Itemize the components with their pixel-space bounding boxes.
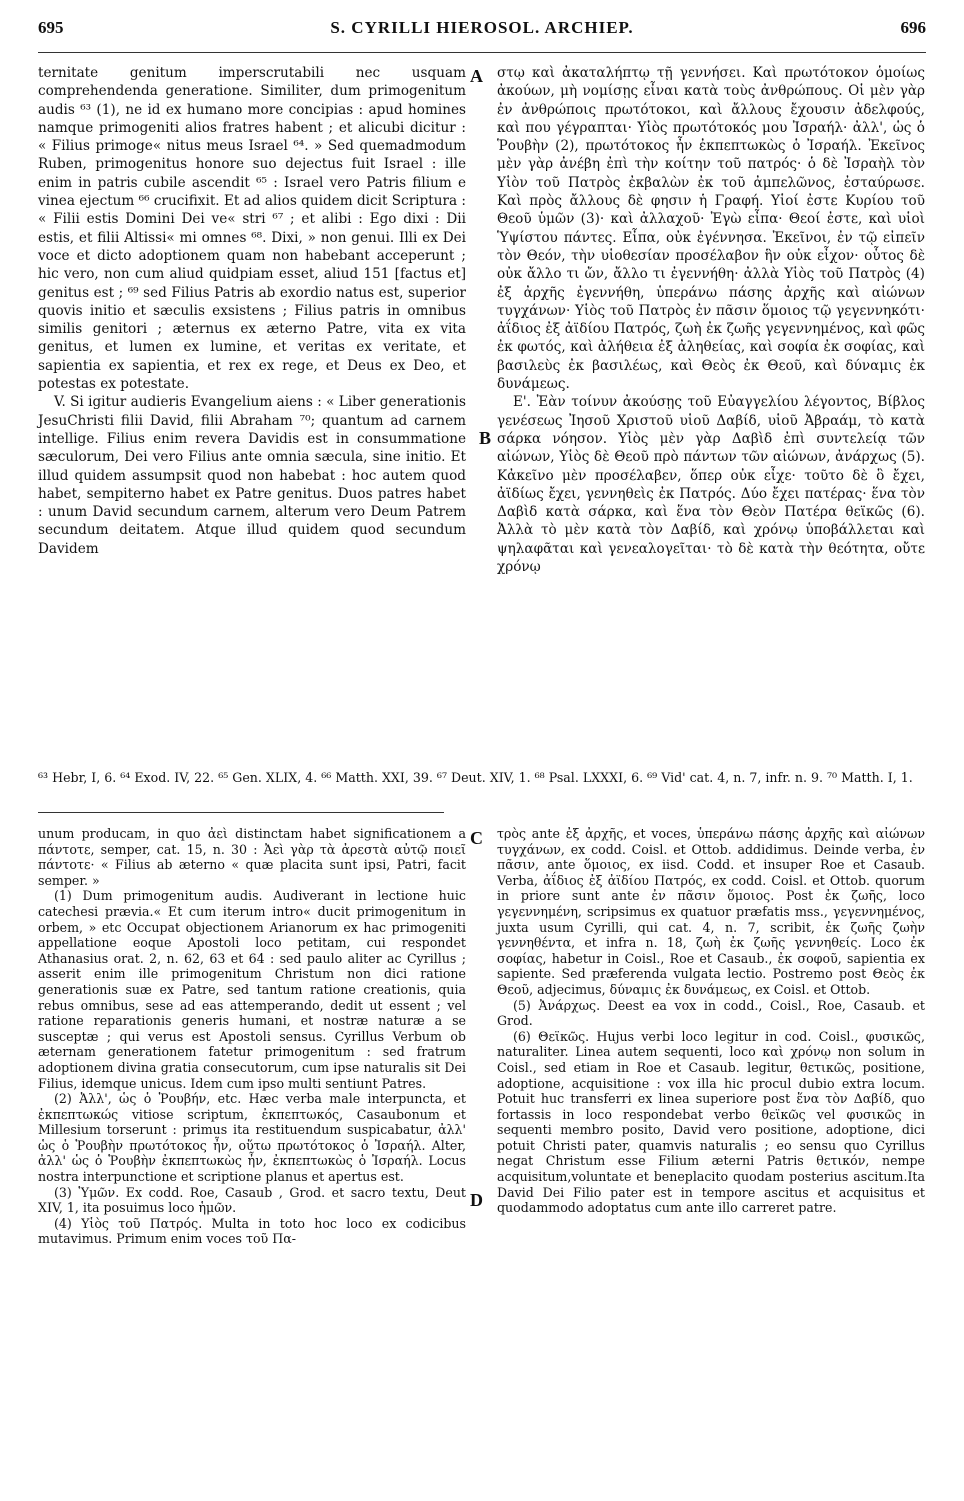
margin-marker-c: C [470,828,483,848]
note-paragraph: (1) Dum primogenitum audis. Audiverant in lectione huic catechesi prævia.« Et cum iterum intro« ducit primogenitum in orbem, » etc Occupat objectionem Arianorum ex hac primogeniti appellatione eoque Apostoli loco petitam, cui respondet Athanasius orat. 2, n. 62, 63 et 64 : sed paulo aliter ac Cyrillus ; asserit enim ille primogenitum Christum non dici ratione generationis suæ ex Patre, sed tantum ratione creationis, quia rebus omnibus, sese ad eas attemperando, dedit ut essent ; vel ratione reparationis generis humani, et nostræ naturæ a se susceptæ ; qui verus est Apostoli sensus. Cyrillus Verbum ob æternam generationem fatetur primogenitum : sed fratrum adoptionem divina gratia consecutorum, cum ipse naturalis sit Dei Filius, idemque unicus. Idem cum ipso multi sentiunt Patres. [38,888,466,1091]
footnote-references: ⁶³ Hebr, I, 6. ⁶⁴ Exod. IV, 22. ⁶⁵ Gen. XLIX, 4. ⁶⁶ Matth. XXI, 39. ⁶⁷ Deut. XIV, 1. ⁶⁸ Psal. LXXXI, 6. ⁶⁹ Vid' cat. 4, n. 7, infr. n. 9. ⁷⁰ Matth. I, 1. [38,770,913,785]
note-paragraph: (2) Ἀλλ', ὡς ὁ Ῥουβήν, etc. Hæc verba male interpuncta, et ἐκπεπτωκώς vitiose scriptum, ἐκπεπτωκός, Casaubonum et Millesium torserunt : primus ita restituendum suspicabatur, ἀλλ' ὡς ὁ Ῥουβὴν πρωτότοκος ἦν, οὕτω πρωτότοκος ὁ Ἰσραήλ. Alter, ἀλλ' ὡς ὁ Ῥουβὴν ἐκπεπτωκὼς ἦν, ἐκπεπτωκὼς ὁ Ἰσραήλ. Locus nostra interpunctione et scriptione planus et apertus est. [38,1091,466,1185]
greek-paragraph: Ε'. Ἐὰν τοίνυν ἀκούσῃς τοῦ Εὐαγγελίου λέγοντος, Βίβλος γενέσεως Ἰησοῦ Χριστοῦ υἱοῦ Δαβίδ, υἱοῦ Ἀβραάμ, τὸ κατὰ σάρκα νόησον. Υἱὸς μὲν γὰρ Δαβὶδ ἐπὶ συντελείᾳ τῶν αἰώνων, Υἱὸς δὲ Θεοῦ πρὸ πάντων τῶν αἰώνων, ἀνάρχως (5). Κἀκεῖνο μὲν προσέλαβεν, ὅπερ οὐκ εἶχε· τοῦτο δὲ ὃ ἔχει, ἀϊδίως ἔχει, γεννηθεὶς ἐκ Πατρός. Δύο ἔχει πατέρας· ἕνα τὸν Δαβὶδ κατὰ σάρκα, καὶ ἕνα τὸν Θεὸν Πατέρα θεϊκῶς (6). Ἀλλὰ τὸ μὲν κατὰ τὸν Δαβίδ, καὶ χρόνῳ ὑποβάλλεται καὶ ψηλαφᾶται καὶ γενεαλογεῖται· τὸ δὲ κατὰ τὴν θεότητα, οὔτε χρόνῳ [497,394,925,576]
notes-rule [38,812,444,813]
page-number-right: 696 [900,18,926,37]
note-paragraph: (4) Υἱὸς τοῦ Πατρός. Multa in toto hoc loco ex codicibus mutavimus. Primum enim voces τοῦ Πα- [38,1215,466,1247]
page-header [38,18,926,48]
latin-main-column [38,64,466,558]
greek-paragraph: στῳ καὶ ἀκαταλήπτῳ τῇ γεννήσει. Καὶ πρωτότοκον ὁμοίως ἀκούων, μὴ νομίσῃς εἶναι κατὰ τοὺς ἀνθρώπους. Οἱ μὲν γὰρ ἐν ἀνθρώποις πρωτότοκοι, καὶ ἄλλους ἔχουσιν ἀδελφούς, καὶ που γέγραπται· Υἱὸς πρωτότοκός μου Ἰσραήλ· ἀλλ', ὡς ὁ Ῥουβὴν (2), πρωτότοκος ἦν ἐκπεπτωκὼς ὁ Ἰσραήλ. Ἐκεῖνος μὲν γὰρ ἀνέβη ἐπὶ τὴν κοίτην τοῦ πατρός· ὁ δὲ Ἰσραὴλ τὸν Υἱὸν τοῦ Πατρὸς ἐκβαλὼν ἐκ τοῦ ἀμπελῶνος, ἐσταύρωσε. Καὶ πρὸς ἄλλους δὲ φησιν ἡ Γραφή. Υἱοί ἐστε Κυρίου τοῦ Θεοῦ ὑμῶν (3)· καὶ ἀλλαχοῦ· Ἐγὼ εἶπα· Θεοί ἐστε, καὶ υἱοὶ Ὑψίστου πάντες. Εἶπα, οὐκ ἐγέννησα. Ἐκεῖνοι, ἐν τῷ εἰπεῖν τὸν Θεόν, τὴν υἱοθεσίαν προσέλαβον ἣν οὐκ εἶχον· οὗτος δὲ οὐκ ἄλλο τι ὤν, ἄλλο τι ἐγεννήθη· ἀλλὰ Υἱὸς τοῦ Πατρὸς (4) ἐξ ἀρχῆς ἐγεννήθη, ὑπεράνω πάσης ἀρχῆς καὶ αἰώνων τυγχάνων· Υἱὸς τοῦ Πατρὸς ἐν πᾶσιν ὅμοιος τῷ γεγεννηκότι· ἀΐδιος ἐξ ἀϊδίου Πατρός, ζωὴ ἐκ ζωῆς γεγεννημένος, καὶ φῶς ἐκ φωτός, καὶ ἀλήθεια ἐξ ἀληθείας, καὶ σοφία ἐκ σοφίας, καὶ βασιλεὺς ἐκ βασιλέως, καὶ Θεὸς ἐκ Θεοῦ, καὶ δύναμις ἐκ δυνάμεως. [497,65,925,393]
greek-main-column [497,64,925,576]
latin-paragraph: ternitate genitum imperscrutabili nec usquam comprehendenda generatione. Similiter, dum primogenitum audis ⁶³ (1), ne id ex humano more concipias : apud homines namque primogeniti alios fratres habent ; et alicubi dicitur : « Filius primoge« nitus meus Israel ⁶⁴. » Sed quemadmodum Ruben, primogenitus honore suo dejectus fuit Israel : ille enim in patris cubile ascendit ⁶⁵ : Israel vero Patris filium e vinea ejectum ⁶⁶ crucifixit. Et ad alios quidem dicit Scriptura : « Filii estis Domini Dei ve« stri ⁶⁷ ; et alibi : Ego dixi : Dii estis, et filii Altissi« mi omnes ⁶⁸. Dixi, » non genui. Illi ex Dei voce et dicto adoptionem quam non habebant acceperunt ; hic vero, non cum aliud quidpiam esset, aliud 151 [factus et] genitus est ; ⁶⁹ sed Filius Patris ab exordio natus est, superior quovis initio et sæculis exsistens ; Filius patris in omnibus similis genitori ; æternus ex æterno Patre, vita ex vita genitus, et lumen ex lumine, et veritas ex veritate, et sapientia ex sapientia, et rex ex rege, et Deus ex Deo, et potestas ex potestate. [38,65,466,393]
note-paragraph: τρὸς ante ἐξ ἀρχῆς, et voces, ὑπεράνω πάσης ἀρχῆς καὶ αἰώνων τυγχάνων, ex codd. Coisl. et Ottob. addidimus. Deinde verba, ἐν πᾶσιν, ante ὅμοιος, ex iisd. Codd. et insuper Roe et Casaub. Verba, ἀΐδιος ἐξ ἀϊδίου Πατρός, ex codd. Coisl. et Ottob. quorum in priore sunt ante ἐν πᾶσιν ὅμοιος. Post ἐκ ζωῆς, loco γεγεννημένη, scripsimus ex quatuor præfatis mss., γεγεννημένος, juxta usum Cyrilli, qui cat. 4, n. 7, scribit, ἐκ ζωῆς ζωὴν γεννηθέντα, et infra n. 18, ζωὴ ἐκ ζωῆς γεννηθείς. Loco ἐκ σοφίας, habetur in Coisl., Roe et Casaub., ἐκ σοφοῦ, sapientia ex sapiente. Sed præferenda vulgata lectio. Postremo post Θεὸς ἐκ Θεοῦ, adjecimus, δύναμις ἐκ δυνάμεως, ex Coisl. et Ottob. [497,826,925,997]
note-paragraph: unum producam, in quo ἀεὶ distinctam habet significationem a πάντοτε, semper, cat. 15, n. 30 : Ἀεὶ γὰρ τὰ ἀρεστὰ αὐτῷ ποιεῖ πάντοτε· « Filius ab æterno « quæ placita sunt ipsi, Patri, facit semper. » [38,826,466,888]
note-paragraph: (6) Θεϊκῶς. Hujus verbi loco legitur in cod. Coisl., φυσικῶς, naturaliter. Linea autem sequenti, loco καὶ χρόνῳ non solum in Coisl., sed etiam in Roe et Casaub. legitur, θετικῶς, positione, adoptione, acquisitione : vox illa hic procul dubio extra locum. Potuit huc transferri ex linea superiore post ἕνα τὸν Δαβίδ, quo fortassis in loco respondebat verbo θεϊκῶς vel φυσικῶς in sequenti membro posito, David vero positione, adoptione, dici potuit Christi pater, quamvis naturalis ; eo sensu quo Cyrillus negat Christum esse Filium æterni Patris θετικόν, nempe acquisitum,voluntate et beneplacito quodam posterius ascitum.Ita David Dei Filio pater est in tempore ascitus et acquisitus et quodammodo adoptatus cum ante illo carreret patre. [497,1028,925,1216]
page-number-left: 695 [38,18,64,37]
latin-paragraph: V. Si igitur audieris Evangelium aiens : « Liber generationis JesuChristi filii David, filii Abraham ⁷⁰; quantum ad carnem intellige. Filius enim revera Davidis est in consummatione sæculorum, Dei vero Filius ante omnia sæcula, sine initio. Et illud quidem assumpsit quod non habebat : hoc autem quod habet, sempiterno habet ex Patre genitus. Duos patres habet : unum David secundum carnem, alterum vero Deum Patrem secundum deitatem. Atque illud quidem quod secundum Davidem [38,394,466,557]
note-paragraph: (5) Ἀνάρχως. Deest ea vox in codd., Coisl., Roe, Casaub. et Grod. [497,997,925,1029]
note-paragraph: (3) Ὑμῶν. Ex codd. Roe, Casaub , Grod. et sacro textu, Deut XIV, 1, ita posuimus loco ἡμῶν. [38,1184,466,1216]
notes-right-column [497,826,925,1216]
margin-marker-b: B [479,428,492,448]
notes-left-column [38,826,466,1247]
running-title: S. CYRILLI HIEROSOL. ARCHIEP. [330,18,634,37]
margin-marker-a: A [470,66,483,86]
header-rule [38,52,926,53]
margin-marker-d: D [470,1190,483,1210]
